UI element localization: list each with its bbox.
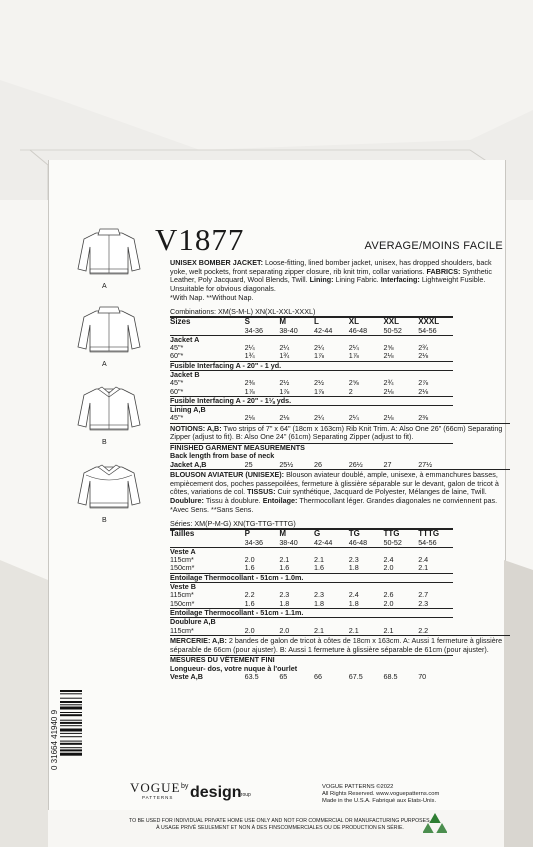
yardage-value: 2⅛ <box>418 351 429 361</box>
fabric-width: 115cm* <box>170 555 194 565</box>
yardage-value: 2.0 <box>383 563 394 573</box>
size-range: 34-36 <box>244 325 263 335</box>
difficulty-label: AVERAGE/MOINS FACILE <box>364 240 503 252</box>
yardage-value: 2¼ <box>244 343 255 353</box>
sizes-row <box>170 317 453 326</box>
size-code: TTTG <box>418 529 440 539</box>
yardage-value: 2⅛ <box>383 351 394 361</box>
view-label: A <box>102 361 107 368</box>
tissus-text: Cuir synthétique, Jacquard de Polyester, Mélanges de laine, Twill. <box>277 487 487 497</box>
finished-value: 66 <box>314 671 323 681</box>
yardage-heading-row <box>170 573 453 582</box>
barcode-bar <box>60 722 82 724</box>
notions-text: Two strips of 7" x 64" (18cm x 163cm) Rib Knit Trim. A: Also One 26" (66cm) Separating Zipper (adjust to fit). B: Also One 24" (61cm) Separating Zipper (adjust to fit). <box>170 423 503 442</box>
barcode-digits: 0 31664 41940 9 <box>50 709 59 770</box>
yardage-heading: Entoilage Thermocollant - 51cm - 1.1m. <box>170 607 304 617</box>
size-code: L <box>314 317 319 327</box>
finished-value: 27 <box>383 459 392 469</box>
finished-values-row <box>170 461 453 469</box>
finished-values-row <box>170 673 453 681</box>
nap-note-fr: *Avec Sens. **Sans Sens. <box>170 504 254 514</box>
interfacing-text: Lightweight Fusible. Unsuitable for obvious diagonals. <box>170 275 486 294</box>
yardage-value: 2.3 <box>279 590 290 600</box>
yardage-value: 2½ <box>314 378 325 388</box>
group-text: group <box>238 792 251 798</box>
barcode-bar <box>60 701 82 703</box>
size-range: 42-44 <box>314 325 333 335</box>
yardage-value: 2.6 <box>383 590 394 600</box>
yardage-value: 1¾ <box>244 351 255 361</box>
yardage-heading-row <box>170 547 453 556</box>
yardage-value: 2⅛ <box>244 413 255 423</box>
yardage-value: 1.6 <box>279 563 290 573</box>
size-range: 46-48 <box>348 325 368 335</box>
yardage-value: 2.2 <box>418 625 429 635</box>
desc-fr-heading: BLOUSON AVIATEUR (UNISEXE): <box>170 470 285 480</box>
finished-label: Veste A,B <box>170 671 203 681</box>
yardage-value: 2¼ <box>279 343 290 353</box>
yardage-value: 2⅛ <box>383 413 394 423</box>
size-code: TG <box>348 529 360 539</box>
desc-heading: UNISEX BOMBER JACKET: <box>170 258 264 267</box>
mercerie-label: MERCERIE: A,B: <box>170 635 227 645</box>
finished-sub-row <box>170 665 453 673</box>
yardage-value: 2 <box>348 386 353 396</box>
size-range: 46-48 <box>348 537 368 547</box>
jacket-illustration <box>74 459 144 514</box>
yardage-value: 2.4 <box>418 555 429 565</box>
yardage-value: 1⅞ <box>244 386 255 396</box>
finished-label: Jacket A,B <box>170 459 207 469</box>
size-code: XXL <box>383 317 400 327</box>
view-label: B <box>102 439 107 446</box>
yardage-value: 2.7 <box>418 590 429 600</box>
doublure-label: Doublure: <box>170 496 204 506</box>
vogue-logo-sub: PATTERNS <box>142 795 174 800</box>
entoilage-label: Entoilage: <box>262 496 298 506</box>
finished-table-en <box>170 443 453 469</box>
yardage-value: 1⅞ <box>279 386 290 396</box>
fabric-width: 60"* <box>170 351 184 361</box>
yardage-value: 2⅜ <box>244 378 255 388</box>
fabric-width: 45"* <box>170 413 184 423</box>
yardage-heading-row <box>170 618 453 627</box>
jacket-view-4 <box>74 459 144 524</box>
yardage-value: 2⅛ <box>383 386 394 396</box>
finished-value: 26 <box>314 459 323 469</box>
yardage-heading: Jacket B <box>170 370 200 379</box>
yardage-row <box>170 344 453 352</box>
mercerie-text: 2 bandes de galon de tricot à côtes de 18cm x 163cm. A: Aussi 1 fermeture à glissière séparable de 66cm (pour ajuster). B: Aussi 1 fermeture à glissière séparable de 61cm (pour ajuster). <box>170 635 503 654</box>
yardage-value: 1⅞ <box>348 351 359 361</box>
design-logo: design <box>190 784 242 801</box>
sizes-label: Sizes <box>170 317 191 327</box>
finished-value: 27½ <box>418 459 433 469</box>
yardage-value: 2.4 <box>348 590 359 600</box>
yardage-value: 1⅞ <box>314 351 325 361</box>
size-range-label <box>170 327 245 336</box>
yardage-value: 2.1 <box>314 555 325 565</box>
size-code: P <box>244 529 250 539</box>
barcode-bar <box>60 725 82 726</box>
barcode-bar <box>60 733 82 734</box>
desc-fr-text: Blouson aviateur doublé, ample, unisexe, à emmanchures basses, empiècement dos, poches passepoilées, fermeture à glissière séparable sur le devant, galon de tricot à côtes, variations de col. <box>170 470 499 497</box>
copyright-block <box>322 784 439 805</box>
notions-en <box>170 423 510 443</box>
yardage-value: 2.3 <box>418 598 429 608</box>
finished-subheading: Longueur- dos, votre nuque à l'ourlet <box>170 663 298 673</box>
yardage-value: 2¾ <box>383 378 394 388</box>
description-en <box>170 259 510 303</box>
size-range: 42-44 <box>314 537 333 547</box>
yardage-value: 1¾ <box>279 351 290 361</box>
fabric-width: 115cm* <box>170 625 194 635</box>
lining-text: Lining Fabric. <box>335 275 379 285</box>
finished-value: 25½ <box>279 459 294 469</box>
yardage-value: 2.0 <box>383 598 394 608</box>
yardage-row <box>170 414 453 422</box>
fabric-width: 60"* <box>170 386 184 396</box>
yardage-value: 1.6 <box>314 563 325 573</box>
finished-value: 68.5 <box>383 671 398 681</box>
yardage-value: 2.4 <box>383 555 394 565</box>
by-text: by <box>181 783 189 790</box>
finished-value: 65 <box>279 671 288 681</box>
doublure-text: Tissu à doublure. <box>205 496 261 506</box>
sizes-row <box>170 529 453 538</box>
barcode-bar <box>60 698 82 699</box>
sizes-label: Tailles <box>170 529 195 539</box>
yardage-row <box>170 591 453 599</box>
yardage-value: 2.0 <box>244 555 255 565</box>
jacket-illustration <box>74 303 144 358</box>
fabric-width: 45"* <box>170 343 184 353</box>
tissus-label: TISSUS: <box>247 487 276 497</box>
yardage-value: 2¼ <box>314 343 325 353</box>
yardage-row <box>170 379 453 387</box>
fabrics-label: FABRICS: <box>426 266 461 276</box>
yardage-value: 2.3 <box>348 555 359 565</box>
yardage-value: 1.8 <box>348 598 359 608</box>
description-fr <box>170 469 510 516</box>
yardage-value: 2.1 <box>348 625 359 635</box>
notions-fr <box>170 635 510 655</box>
yardage-value: 2.3 <box>314 590 325 600</box>
size-code: XXXL <box>418 317 440 327</box>
yardage-value: 1.6 <box>244 563 255 573</box>
size-range: 38-40 <box>279 325 298 335</box>
jacket-view-1 <box>74 225 144 290</box>
left-flap-shadow <box>0 560 60 847</box>
yardage-value: 2¼ <box>348 343 359 353</box>
yardage-heading-row <box>170 335 453 344</box>
yardage-row <box>170 627 453 635</box>
barcode-bar <box>60 720 82 721</box>
yardage-value: 2¼ <box>314 413 325 423</box>
yardage-heading: Doublure A,B <box>170 617 216 627</box>
copyright-line: VOGUE PATTERNS ©2022 <box>322 784 394 790</box>
size-range-row <box>170 539 453 548</box>
finished-value: 26½ <box>348 459 363 469</box>
fabric-width: 115cm* <box>170 590 194 600</box>
recycle-icon <box>423 812 447 836</box>
size-code: G <box>314 529 321 539</box>
barcode-bar <box>60 729 82 732</box>
english-section <box>170 259 510 681</box>
size-code: TTG <box>383 529 400 539</box>
yardage-heading: Lining A,B <box>170 405 206 415</box>
finished-value: 67.5 <box>348 671 363 681</box>
yardage-heading: Jacket A <box>170 334 200 344</box>
vogue-logo: VOGUE <box>130 780 181 795</box>
barcode-bar <box>60 753 82 756</box>
barcode-bar <box>60 712 82 713</box>
yardage-heading-row <box>170 396 453 405</box>
yardage-value: 1.8 <box>314 598 325 608</box>
size-range: 38-40 <box>279 537 298 547</box>
yardage-value: 2.1 <box>314 625 325 635</box>
yardage-heading: Veste A <box>170 546 196 556</box>
yardage-heading: Fusible Interfacing A - 20" - 1⅛ yds. <box>170 395 292 405</box>
size-range: 34-36 <box>244 537 263 547</box>
yardage-heading-row <box>170 583 453 592</box>
barcode-bar <box>60 693 82 694</box>
yardage-heading: Entoilage Thermocollant - 51cm - 1.0m. <box>170 572 304 582</box>
yardage-row <box>170 564 453 573</box>
yardage-value: 2⅛ <box>279 413 290 423</box>
brand-logos <box>105 780 305 810</box>
yardage-heading: Veste B <box>170 582 196 592</box>
fabrics-text: Synthetic Leather, Poly Jacquard, Wool Blends, Twill. <box>170 266 492 285</box>
barcode-bar <box>60 749 82 751</box>
yardage-value: 1.6 <box>244 598 255 608</box>
yardage-value: 2⅜ <box>418 413 429 423</box>
barcode-bar <box>60 690 82 692</box>
barcode-bar <box>60 707 82 710</box>
fabric-width: 150cm* <box>170 598 195 608</box>
fabric-width: 45"* <box>170 378 184 388</box>
yardage-value: 2.1 <box>279 555 290 565</box>
yardage-table-en <box>170 316 453 423</box>
yardage-value: 2.1 <box>383 625 394 635</box>
size-code: XL <box>348 317 359 327</box>
yardage-value: 1.8 <box>348 563 359 573</box>
yardage-heading-row <box>170 406 453 415</box>
finished-subheading: Back length from base of neck <box>170 451 275 461</box>
finished-value: 25 <box>244 459 253 469</box>
yardage-heading: Fusible Interfacing A - 20" - 1 yd. <box>170 360 282 370</box>
desc-text: Loose-fitting, lined bomber jacket, unisex, has dropped shoulders, back yoke, welt pockets, front separating zipper closure, rib knit trim, collar variations. <box>170 258 492 276</box>
legal-line-en: TO BE USED FOR INDIVIDUAL PRIVATE HOME USE ONLY AND NOT FOR COMMERCIAL OR MANUFACTURING PURPOSES. <box>129 818 431 824</box>
size-range: 54-56 <box>418 325 437 335</box>
size-code: M <box>279 317 286 327</box>
barcode-bar <box>60 747 82 748</box>
jacket-illustration <box>74 225 144 280</box>
yardage-value: 2¾ <box>418 343 429 353</box>
legal-line-fr: À USAGE PRIVÉ SEULEMENT ET NON À DES FINSCOMMERCIALES OU DE PRODUCTION EN SÉRIE. <box>156 824 404 831</box>
yardage-value: 1⅞ <box>314 386 325 396</box>
copyright-line: Made in the U.S.A. Fabriqué aux Etats-Unis. <box>322 798 437 804</box>
finished-table-fr <box>170 655 453 681</box>
yardage-value: 2½ <box>279 378 290 388</box>
yardage-value: 2.0 <box>279 625 290 635</box>
combinations-fr: Séries: XM(P-M-G) XN(TG-TTG-TTTG) <box>170 518 296 528</box>
yardage-value: 2⅛ <box>418 386 429 396</box>
header <box>155 222 505 257</box>
yardage-heading-row <box>170 361 453 370</box>
size-range: 54-56 <box>418 537 437 547</box>
size-range: 50-52 <box>383 325 402 335</box>
fabric-width: 150cm* <box>170 563 195 573</box>
barcode-bar <box>60 714 82 716</box>
finished-heading: FINISHED GARMENT MEASUREMENTS <box>170 443 305 453</box>
yardage-row <box>170 352 453 361</box>
yardage-heading-row <box>170 371 453 380</box>
yardage-value: 2⅝ <box>383 343 394 353</box>
combinations-en: Combinations: XM(S-M-L) XN(XL-XXL-XXXL) <box>170 306 316 316</box>
yardage-value: 2⅝ <box>348 378 359 388</box>
view-label: A <box>102 283 107 290</box>
barcode-bar <box>60 743 82 745</box>
nap-note: *With Nap. **Without Nap. <box>170 292 254 302</box>
barcode-bar <box>60 741 82 742</box>
size-range-row <box>170 327 453 336</box>
yardage-value: 2¼ <box>348 413 359 423</box>
lining-label: Lining: <box>309 275 334 285</box>
view-label: B <box>102 517 107 524</box>
yardage-value: 2.0 <box>244 625 255 635</box>
entoilage-text: Thermocollant léger. Grandes diagonales ne conviennent pas. <box>299 496 498 506</box>
finished-heading: MESURES DU VÊTEMENT FINI <box>170 655 275 665</box>
interfacing-label: Interfacing: <box>380 275 420 285</box>
pattern-number: V1877 <box>155 222 245 257</box>
size-range: 50-52 <box>383 537 402 547</box>
barcode-bar <box>60 736 82 737</box>
yardage-value: 1.8 <box>279 598 290 608</box>
notions-label: NOTIONS: A,B: <box>170 423 222 433</box>
legal-notice <box>100 818 460 831</box>
barcode <box>60 690 82 772</box>
finished-value: 63.5 <box>244 671 259 681</box>
yardage-table-fr <box>170 528 453 635</box>
jacket-illustration <box>74 381 144 436</box>
size-code: M <box>279 529 286 539</box>
size-code: S <box>244 317 250 327</box>
jacket-view-2 <box>74 303 144 368</box>
barcode-bar <box>60 704 82 705</box>
yardage-row <box>170 556 453 564</box>
finished-sub-row <box>170 452 453 460</box>
finished-value: 70 <box>418 671 427 681</box>
jacket-view-3 <box>74 381 144 446</box>
yardage-value: 2.2 <box>244 590 255 600</box>
view-illustrations <box>74 225 149 537</box>
copyright-line: All Rights Reserved. www.voguepatterns.com <box>322 791 440 797</box>
yardage-value: 2⅞ <box>418 378 429 388</box>
yardage-value: 2.1 <box>418 563 429 573</box>
